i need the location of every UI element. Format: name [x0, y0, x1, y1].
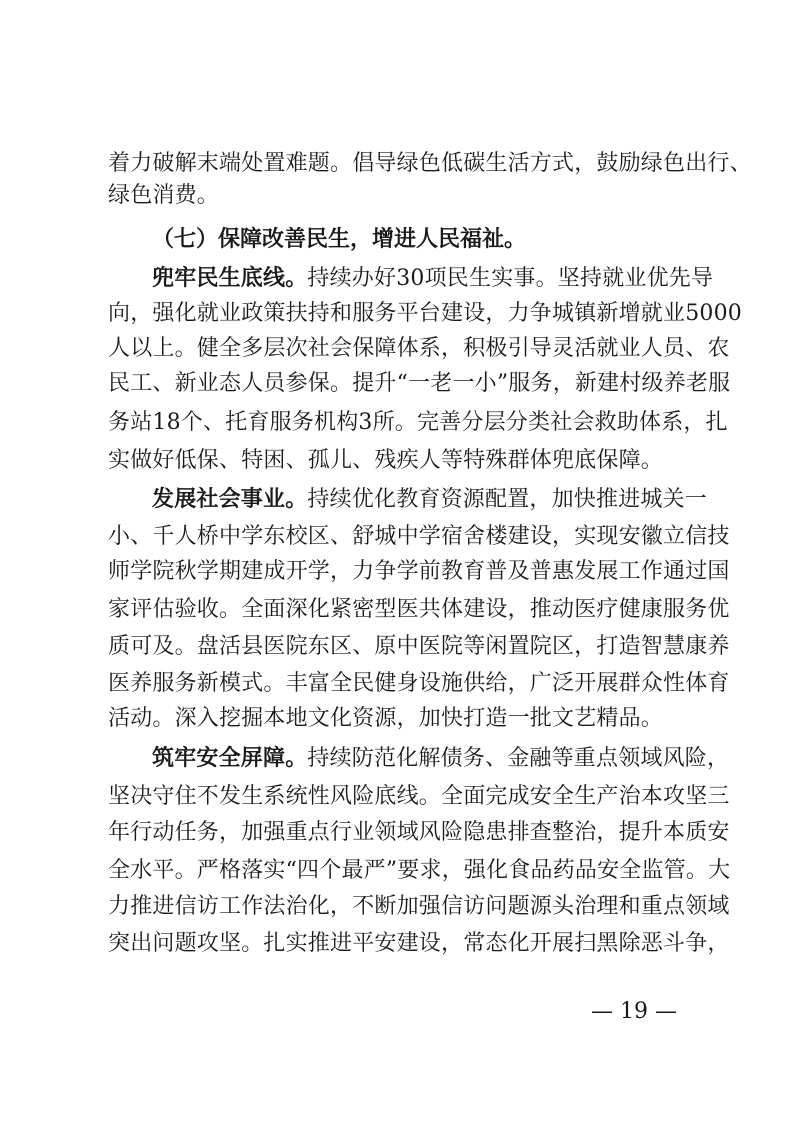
- paragraph-lead-title: 发展社会事业。: [152, 487, 308, 512]
- paragraph-first-line: [152, 743, 730, 775]
- body-text-line: 小、千人桥中学东校区、舒城中学宿舍楼建设，实现安徽立信技: [108, 524, 730, 549]
- body-text-line: 着力破解末端处置难题。倡导绿色低碳生活方式，鼓励绿色出行、: [108, 151, 752, 176]
- body-text-line: 突出问题攻坚。扎实推进平安建设，常态化开展扫黑除恶斗争，: [108, 931, 730, 956]
- page-number: — 19 —: [591, 999, 677, 1024]
- body-text-line: 师学院秋学期建成开学，力争学前教育普及普惠发展工作通过国: [108, 559, 730, 584]
- paragraph-lead-title: 筑牢安全屏障。: [152, 746, 308, 771]
- body-text-line: 人以上。健全多层次社会保障体系，积极引导灵活就业人员、农: [108, 336, 730, 361]
- paragraph-text: 持续防范化解债务、金融等重点领域风险，: [307, 746, 730, 771]
- body-text-line: 家评估验收。全面深化紧密型医共体建设，推动医疗健康服务优: [108, 597, 730, 622]
- body-text-line: 质可及。盘活县医院东区、原中医院等闲置院区，打造智慧康养: [108, 634, 730, 659]
- paragraph-lead-title: 兜牢民生底线。: [152, 266, 308, 291]
- body-text-line: 坚决守住不发生系统性风险底线。全面完成安全生产治本攻坚三: [108, 784, 730, 809]
- paragraph-first-line: [152, 263, 714, 295]
- body-text-line: 医养服务新模式。丰富全民健身设施供给，广泛开展群众性体育: [108, 671, 730, 696]
- body-text-line: 力推进信访工作法治化，不断加强信访问题源头治理和重点领域: [108, 894, 730, 919]
- body-text-line: 实做好低保、特困、孤儿、残疾人等特殊群体兜底保障。: [108, 448, 664, 473]
- body-text-line: 年行动任务，加强重点行业领域风险隐患排查整治，提升本质安: [108, 820, 730, 845]
- body-text-line: 绿色消费。: [108, 183, 220, 208]
- section-heading: （七）保障改善民生，增进人民福祉。: [152, 227, 527, 252]
- paragraph-first-line: [152, 484, 708, 516]
- body-text-line: 务站18个、托育服务机构3所。完善分层分类社会救助体系，扎: [108, 410, 728, 435]
- body-text-line: 民工、新业态人员参保。提升“一老一小”服务，新建村级养老服: [108, 371, 731, 396]
- body-text-line: 向，强化就业政策扶持和服务平台建设，力争城镇新增就业5000: [108, 301, 742, 326]
- paragraph-text: 持续办好30项民生实事。坚持就业优先导: [307, 266, 714, 291]
- body-text-line: 活动。深入挖掘本地文化资源，加快打造一批文艺精品。: [108, 706, 664, 731]
- paragraph-text: 持续优化教育资源配置，加快推进城关一: [307, 487, 708, 512]
- body-text-line: 全水平。严格落实“四个最严”要求，强化食品药品安全监管。大: [108, 858, 731, 883]
